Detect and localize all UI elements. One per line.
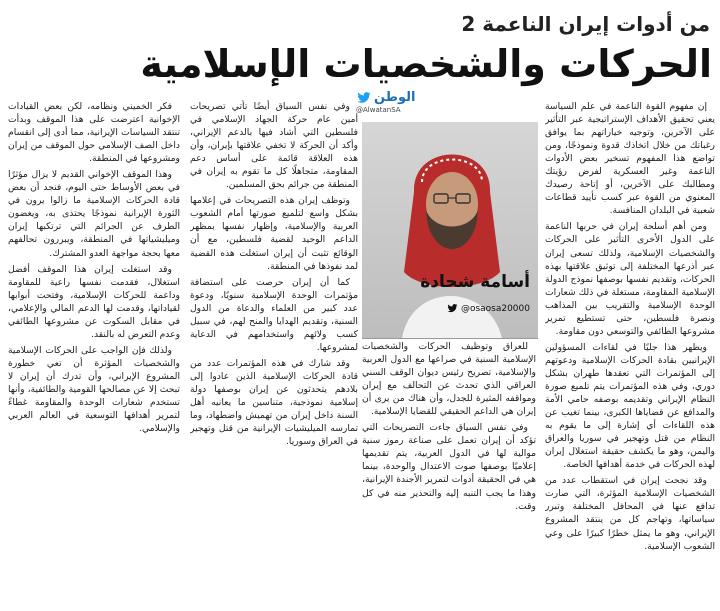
author-handle-text: @osaosa20000 xyxy=(460,304,530,314)
paragraph: وقد استغلت إيران هذا الموقف أفضل استغلال، فقدمت نفسها راعية للمقاومة وداعمة للحركات الإسلامية، وفتحت أبوابها لقياداتها، وقدمت لها الدعم المالي والإعلامي، في مقابل السكوت عن مشروعها الطائفي وعدم التعرض له بالنقد. xyxy=(8,263,180,340)
article-column-3 xyxy=(190,100,358,608)
paragraph: وفي نفس السياق أيضًا تأتي تصريحات أمين عام حركة الجهاد الإسلامي في فلسطين التي أشاد فيها بالدعم الإيراني، وأكد أن الحركة لا تخفي علاقتها بإيران، وأن هذه العلاقة قائمة على أساس دعم المقاومة، متجاهلًا كل ما تقوم به إيران في المنطقة من جرائم بحق المسلمين. xyxy=(190,101,358,191)
paragraph: وقد شارك في هذه المؤتمرات عدد من قادة الحركات الإسلامية الذين عادوا إلى بلادهم يتحدثون عن إيران بوصفها دولة إسلامية نموذجية، متناسين ما يعانيه أهل السنة داخل إيران من تهميش واضطهاد، وما تمارسه الميليشيات الإيرانية من قتل وتهجير في العراق وسوريا. xyxy=(190,357,358,448)
photo-divider xyxy=(362,338,538,339)
paragraph: وفي نفس السياق جاءت التصريحات التي تؤكد أن إيران تعمل على صناعة رموز سنية موالية لها في الدول العربية، يتم تقديمها إعلاميًا بوصفها صوت الاعتدال والوحدة، بينما هي في الحقيقة أدوات لتمرير الأجندة الإيرانية، وهذا ما يجب التنبه إليه والتحذير منه في كل وقت. xyxy=(362,422,536,512)
paragraph: وتوظف إيران هذه التصريحات في إعلامها بشكل واسع لتلميع صورتها أمام الشعوب العربية والإسلامية، وإظهار نفسها بمظهر الداعم الوحيد لقضية فلسطين، مع أن الوقائع تثبت أن إيران استغلت هذه القضية لمد نفوذها في المنطقة. xyxy=(190,195,358,272)
paragraph: فكر الخميني ونظامه، لكن بعض القيادات الإخوانية اعترضت على هذا الموقف وبدأت تنتقد السياسات الإيرانية، مما أدى إلى انقسام داخل الصف الإسلامي حول الموقف من إيران ومشروعها في المنطقة. xyxy=(8,101,180,165)
paragraph: إن مفهوم القوة الناعمة في علم السياسة يعني تحقيق الأهداف الإستراتيجية عبر التأثير على الآخرين، وتوجيه خياراتهم بما يوافق رغباتك من خلال اتخاذك قدوة ونموذجًا، ومن تواضع هذا المفهوم تسخير بعض الأدوات الناعمة وغير العسكرية لفرض رؤيتك ومطالبك على الآخرين، أو إتاحة رصيدك المعنوي من القوة عبر كسب تأييد قطاعات شعبية في البلدان المنافسة. xyxy=(545,101,715,217)
article-kicker: من أدوات إيران الناعمة 2 xyxy=(461,12,710,36)
paragraph: ويظهر هذا جليًا في لقاءات المسؤولين الإيرانيين بقادة الحركات الإسلامية ودعوتهم إلى المؤتمرات التي تعقدها طهران بشكل دوري، وفي هذه المؤتمرات يتم تلميع صورة النظام الإيراني وتقديمه بوصفه حامي الأمة والمدافع عن قضاياها الكبرى، بينما تغيب عن هذه اللقاءات أي إشارة إلى ما يقوم به النظام من قتل وتهجير في سوريا والعراق واليمن، وهو ما يكشف حقيقة استغلال إيران لهذه الحركات في خدمة أهدافها الخاصة. xyxy=(545,341,715,471)
brand-name: الوطن xyxy=(374,90,416,105)
article-column-4 xyxy=(8,100,180,608)
newspaper-brand xyxy=(356,90,416,118)
article-column-2 xyxy=(362,340,536,606)
article-headline: الحركات والشخصيات الإسلامية xyxy=(140,42,712,86)
paragraph: وهذا الموقف الإخواني القديم لا يزال مؤثرًا في بعض الأوساط حتى اليوم، فنجد أن بعض قادة الحركات الإسلامية ما زالوا يرون في الثورة الإيرانية نموذجًا يحتذى به، ويغضون الطرف عن الجرائم التي ترتكبها إيران وميليشياتها في المنطقة، ويبررون تحالفهم معها بحجة مواجهة العدو المشترك. xyxy=(8,169,180,259)
paragraph: ومن أهم أسلحة إيران في حربها الناعمة على الدول الأخرى التأثير على الحركات والشخصيات الإسلامية، ولذلك تسعى إيران عبر أذرعها المختلفة إلى توثيق علاقتها بهذه الحركات، وتقديم نفسها بوصفها نموذج الدولة الإسلامية المقاومة، مستغلة في ذلك شعارات الوحدة الإسلامية والتقريب بين المذاهب ونصرة فلسطين، حتى تستطيع تمرير مشروعها الطائفي والتوسعي دون مقاومة. xyxy=(545,221,715,337)
paragraph: ولذلك فإن الواجب على الحركات الإسلامية والشخصيات المؤثرة أن تعي خطورة المشروع الإيراني، وأن تدرك أن إيران لا تبحث إلا عن مصالحها القومية والطائفية، وأنها تستخدم شعارات الوحدة والمقاومة غطاءً لتمرير أهدافها التوسعية في العالم العربي والإسلامي. xyxy=(8,344,180,435)
twitter-icon xyxy=(447,304,458,313)
twitter-bird-icon xyxy=(356,92,372,104)
author-name: أسامة شحادة xyxy=(420,272,530,292)
article-column-1 xyxy=(545,100,715,608)
author-photo xyxy=(362,122,538,338)
paragraph: كما أن إيران حرصت على استضافة مؤتمرات الوحدة الإسلامية سنويًا، ودعوة عدد كبير من العلماء والدعاة من الدول السنية، وتقديم الهدايا والمنح لهم، في سبيل كسب ولائهم واستخدامهم في الدعاية لمشروعها. xyxy=(190,276,358,353)
brand-handle: @AlwatanSA xyxy=(356,106,401,114)
paragraph: للعراق وتوظيف الحركات والشخصيات الإسلامية السنية في صراعها مع الدول العربية والإسلامية، تصريح رئيس ديوان الوقف السني العراقي الذي تحدث عن التحالف مع إيران ومواقفه المثيرة للجدل، وأن هناك من يرى أن إيران هي الداعم الحقيقي للقضايا الإسلامية. xyxy=(362,341,536,418)
author-handle xyxy=(447,304,530,314)
paragraph: وقد نجحت إيران في استقطاب عدد من الشخصيات الإسلامية المؤثرة، التي صارت تدافع عنها في المحافل المختلفة وتبرر سياساتها، وتهاجم كل من ينتقد المشروع الإيراني، وهو ما يمثل خطرًا كبيرًا على وعي الشعوب الإسلامية. xyxy=(545,475,715,552)
